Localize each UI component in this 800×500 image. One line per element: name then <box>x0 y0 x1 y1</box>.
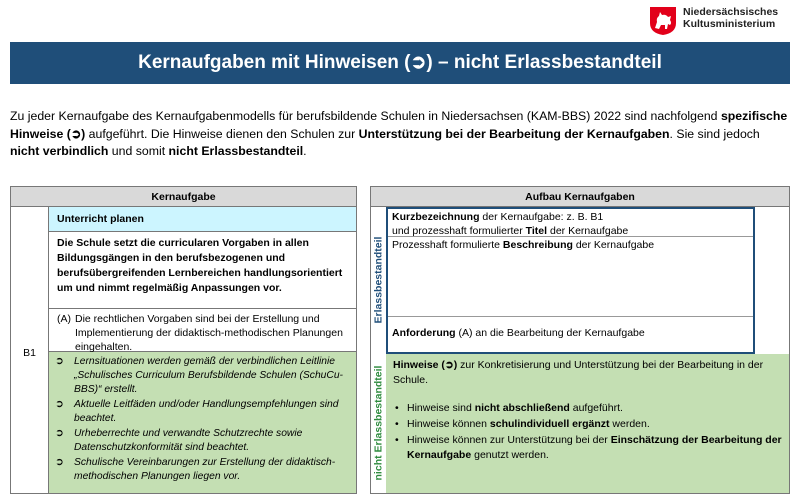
task-requirement <box>49 309 356 352</box>
task-title: Unterricht planen <box>49 207 356 232</box>
erlass-frame <box>386 207 755 354</box>
hint-arrow-icon: ➲ <box>55 399 64 411</box>
structure-row-kurzbezeichnung: Kurzbezeichnung der Kernaufgabe: z. B. B1 und prozesshaft formulierter Titel der Kernaufgabe <box>388 209 753 237</box>
page-title: Kernaufgaben mit Hinweisen (➲) – nicht Erlassbestandteil <box>10 42 790 84</box>
logo-line-1: Niedersächsisches <box>683 6 779 18</box>
hint-item: ➲ Lernsituationen werden gemäß der verbindlichen Leitlinie „Schulisches Curriculum Berufsbildende Schulen (SchuCu-BBS)“ erstellt. <box>53 355 352 398</box>
aufbau-table <box>370 186 790 494</box>
aufbau-header: Aufbau Kernaufgaben <box>371 187 789 207</box>
bullet-icon: • <box>395 434 399 446</box>
logo-line-2: Kultusministerium <box>683 18 776 30</box>
kernaufgabe-table <box>10 186 357 494</box>
hint-item: ➲ Schulische Vereinbarungen zur Erstellung der didaktisch-methodischen Planungen liegen vor. <box>53 456 352 484</box>
bullet-icon: • <box>395 418 399 430</box>
hint-item: ➲ Urheberrechte und verwandte Schutzrechte sowie Datenschutzkonformität sind beachtet. <box>53 427 352 455</box>
intro-paragraph: Zu jeder Kernaufgabe des Kernaufgabenmodells für berufsbildende Schulen in Niedersachsen (KAM-BBS) 2022 sind nachfolgend spezifische Hinweise (➲) aufgeführt. Die Hinweise dienen den Schulen zur Unterstützung bei der Bearbeitung der Kernaufgaben. Sie sind jedoch nicht verbindlich und somit nicht Erlassbestandteil. <box>10 109 788 159</box>
label-erlassbestandteil: Erlassbestandteil <box>372 236 385 324</box>
hints-list <box>393 401 782 462</box>
hint-arrow-icon: ➲ <box>55 456 64 468</box>
label-nicht-erlassbestandteil: nicht Erlassbestandteil <box>372 365 385 481</box>
list-item: • Hinweise sind nicht abschließend aufgeführt. <box>395 402 623 414</box>
hint-item: ➲ Aktuelle Leitfäden und/oder Handlungsempfehlungen sind beachtet. <box>53 398 352 426</box>
hints-lead: Hinweise (➲) zur Konkretisierung und Unterstützung bei der Bearbeitung in der Schule. <box>393 359 764 386</box>
hint-arrow-icon: ➲ <box>55 428 64 440</box>
hint-arrow-icon: ➲ <box>55 356 64 367</box>
requirement-tag: (A) <box>57 313 71 325</box>
list-item: • Hinweise können zur Unterstützung bei der Einschätzung der Bearbeitung der Kernaufgabe genutzt werden. <box>395 434 782 461</box>
task-description: Die Schule setzt die curricularen Vorgaben in allen Bildungsgängen in den berufsbezogenen und berufsübergreifenden Lernbereichen handlungsorientiert um und nimmt regelmäßig Anpassungen vor. <box>49 232 356 309</box>
bullet-icon: • <box>395 402 399 414</box>
list-item: • Hinweise können schulindividuell ergänzt werden. <box>395 418 650 430</box>
structure-row-beschreibung: Prozesshaft formulierte Beschreibung der Kernaufgabe <box>388 237 753 317</box>
structure-row-anforderung: Anforderung (A) an die Bearbeitung der Kernaufgabe <box>392 327 645 339</box>
ministry-logo <box>648 6 778 36</box>
task-hints <box>49 352 356 493</box>
kernaufgabe-header: Kernaufgabe <box>11 187 356 207</box>
requirement-text: Die rechtlichen Vorgaben sind bei der Erstellung und Implementierung der didaktisch-methodischen Planungen eingehalten. <box>75 313 343 353</box>
structure-hints <box>386 354 789 493</box>
task-code: B1 <box>11 207 49 493</box>
horse-shield-icon <box>648 6 678 36</box>
